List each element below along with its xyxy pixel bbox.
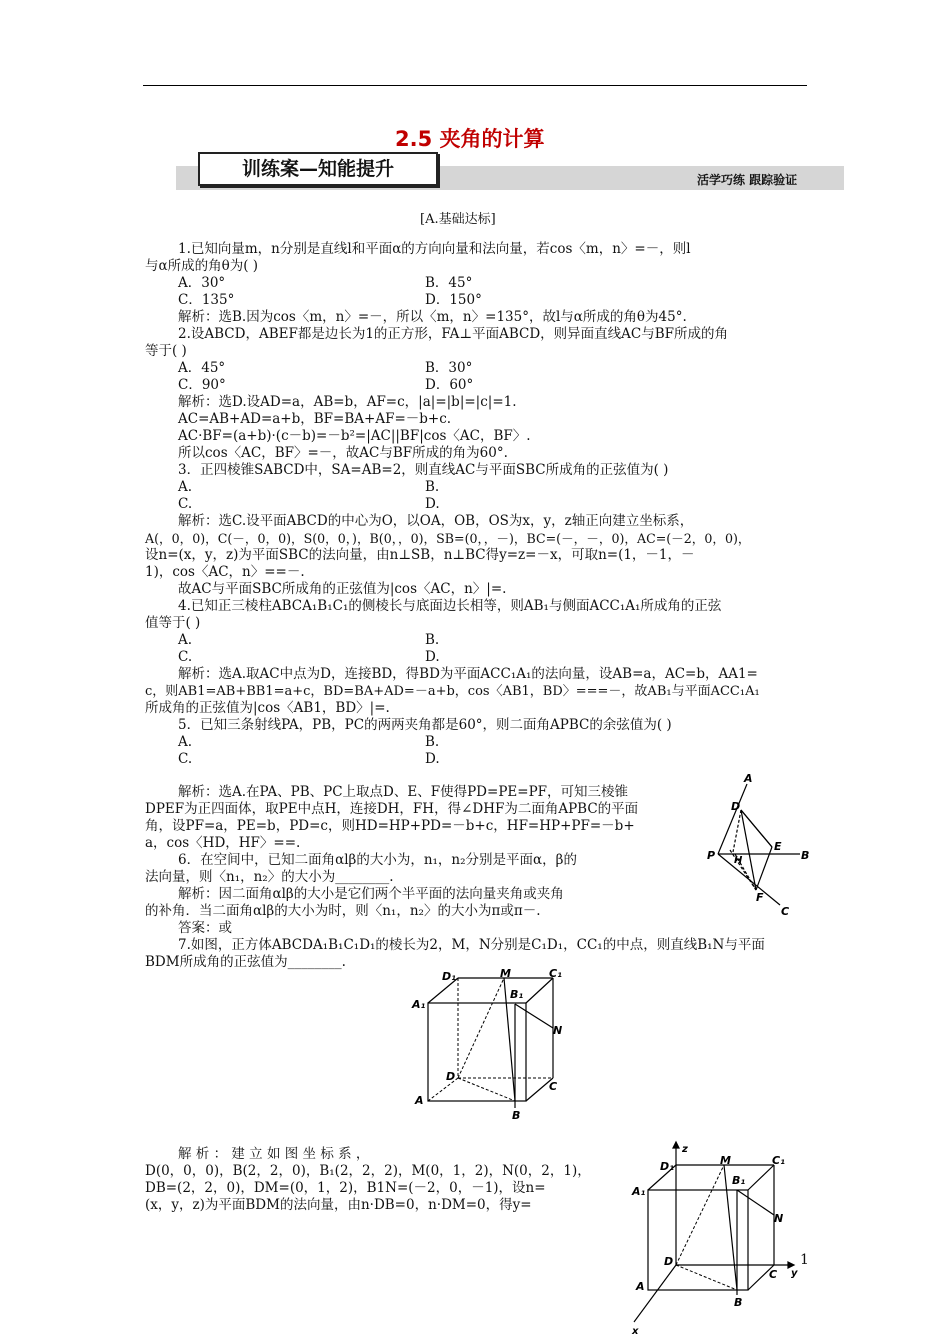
q2-solution-1: 解析：选D.设AD=a，AB=b，AF=c，|a|=|b|=|c|=1. [178, 394, 517, 410]
q5-solution-1: 解析：选A.在PA、PB、PC上取点D、E、F使得PD=PE=PF，可知三棱锥 [178, 784, 629, 800]
section-label: [A.基础达标] [420, 212, 496, 227]
q2-stem-cont: 等于( ) [145, 343, 187, 359]
q3-option-b: B. [425, 479, 440, 495]
q1-stem-cont: 与α所成的角θ为( ) [145, 258, 259, 274]
cube2-label-b: B [734, 1296, 743, 1309]
q1-option-c: C．135° [178, 292, 235, 308]
q4-solution-3: 所成角的正弦值为|cos〈AB1，BD〉|=. [145, 700, 390, 716]
q7-solution-1: 解 析 ： 建 立 如 图 坐 标 系 ， [178, 1146, 370, 1162]
page-number: 1 [800, 1252, 809, 1268]
cube2-label-d1: D₁ [660, 1160, 674, 1173]
q5-stem: 5．已知三条射线PA，PB，PC的两两夹角都是60°，则二面角APBC的余弦值为( ) [178, 717, 672, 733]
q4-option-b: B. [425, 632, 440, 648]
cube-label-d1: D₁ [442, 970, 456, 983]
q5-option-d: D. [425, 751, 440, 767]
q6-solution-1: 解析：因二面角αlβ的大小是它们两个半平面的法向量夹角或夹角 [178, 886, 564, 902]
cube-label-n: N [553, 1024, 563, 1037]
cube2-label-c: C [769, 1268, 778, 1281]
cube2-label-d: D [664, 1255, 674, 1268]
q3-solution-5: 故AC与平面SBC所成角的正弦值为|cos〈AC，n〉|=. [178, 581, 507, 597]
cube-coordinate-figure [626, 1140, 806, 1340]
cube2-label-a: A [636, 1280, 645, 1293]
q3-stem: 3．正四棱锥SABCD中，SA=AB=2，则直线AC与平面SBC所成角的正弦值为( ) [178, 462, 669, 478]
q4-option-d: D. [425, 649, 440, 665]
q1-solution: 解析：选B.因为cos〈m，n〉=－，所以〈m，n〉=135°，故l与α所成的角θ为45°. [178, 309, 687, 325]
cube2-label-n: N [774, 1212, 784, 1225]
header-rule [143, 85, 807, 86]
q3-option-c: C. [178, 496, 193, 512]
q2-solution-2: AC=AB+AD=a+b，BF=BA+AF=－b+c. [178, 411, 452, 427]
cube-label-c: C [549, 1080, 558, 1093]
cube-label-a1: A₁ [412, 998, 426, 1011]
cube-label-b: B [512, 1109, 521, 1122]
q2-option-b: B．30° [425, 360, 473, 376]
page-title: 2.5 夹角的计算 [395, 127, 545, 151]
cube-label-a: A [415, 1094, 424, 1107]
q2-option-c: C．90° [178, 377, 226, 393]
q1-option-a: A．30° [178, 275, 226, 291]
q6-solution-2: 的补角．当二面角αlβ的大小为时，则〈n₁，n₂〉的大小为π或π－. [145, 903, 541, 919]
q4-option-c: C. [178, 649, 193, 665]
tetra-label-p: P [707, 849, 716, 862]
q4-stem: 4.已知正三棱柱ABCA₁B₁C₁的侧棱长与底面边长相等，则AB₁与侧面ACC₁A₁所成角的正弦 [178, 598, 722, 614]
q7-solution-3: DB=(2，2，0)，DM=(0，1，2)，B1N=(－2，0，－1)，设n= [145, 1180, 546, 1196]
cube2-label-c1: C₁ [772, 1154, 785, 1167]
cube2-label-m: M [720, 1154, 731, 1167]
q7-stem-cont: BDM所成角的正弦值为________. [145, 954, 346, 970]
q6-stem-cont: 法向量，则〈n₁，n₂〉的大小为________. [145, 869, 394, 885]
cube-label-c1: C₁ [549, 968, 562, 980]
cube-label-d: D [446, 1070, 456, 1083]
q7-solution-2: D(0，0，0)，B(2，2，0)，B₁(2，2，2)，M(0，1，2)，N(0，2，1)， [145, 1163, 591, 1179]
q1-option-d: D．150° [425, 292, 482, 308]
q4-option-a: A. [178, 632, 193, 648]
q3-solution-2: A(，0，0)，C(－，0，0)，S(0，0，)，B(0，，0)，SB=(0，，－)，BC=(－，－，0)，AC=(－2，0，0)， [145, 531, 751, 546]
cube-figure [408, 968, 568, 1128]
q4-solution-2: c，则AB1=AB+BB1=a+c，BD=BA+AD=－a+b，cos〈AB1，BD〉===－，故AB₁与平面ACC₁A₁ [145, 684, 760, 699]
tetra-label-a: A [744, 772, 753, 785]
cube2-label-a1: A₁ [632, 1185, 646, 1198]
q4-solution-1: 解析：选A.取AC中点为D，连接BD，得BD为平面ACC₁A₁的法向量，设AB=a，AC=b，AA1= [178, 666, 758, 682]
tetra-label-e: E [774, 840, 782, 853]
q5-option-a: A. [178, 734, 193, 750]
q2-stem: 2.设ABCD，ABEF都是边长为1的正方形，FA⊥平面ABCD，则异面直线AC与BF所成的角 [178, 326, 729, 342]
q3-solution-1: 解析：选C.设平面ABCD的中心为O，以OA，OB，OS为x，y，z轴正向建立坐标系， [178, 513, 694, 529]
q3-solution-3: 设n=(x，y，z)为平面SBC的法向量，由n⊥SB，n⊥BC得y=z=－x，可取n=(1，－1，－ [145, 547, 695, 563]
banner-label: 训练案—知能提升 [198, 152, 438, 186]
tetra-label-c: C [781, 905, 790, 918]
q5-option-c: C. [178, 751, 193, 767]
q2-solution-3: AC·BF=(a+b)·(c－b)=－b²=|AC||BF|cos〈AC，BF〉. [178, 428, 531, 444]
banner-slogan: 活学巧练 跟踪验证 [697, 173, 798, 187]
cube2-label-b1: B₁ [732, 1174, 746, 1187]
q5-solution-2: DPEF为正四面体，取PE中点H，连接DH，FH，得∠DHF为二面角APBC的平面 [145, 801, 639, 817]
tetra-label-h: H [734, 855, 743, 866]
cube-label-b1: B₁ [510, 988, 524, 1001]
tetrahedron-figure [700, 772, 820, 922]
q5-solution-4: a，cos〈HD，HF〉==. [145, 835, 301, 851]
q4-stem-cont: 值等于( ) [145, 615, 201, 631]
tetra-label-d: D [731, 800, 741, 813]
q3-option-d: D. [425, 496, 440, 512]
q1-stem: 1.已知向量m，n分别是直线l和平面α的方向向量和法向量，若cos〈m，n〉=－，则l [178, 241, 691, 257]
q7-stem: 7.如图，正方体ABCDA₁B₁C₁D₁的棱长为2，M，N分别是C₁D₁，CC₁的中点，则直线B₁N与平面 [178, 937, 765, 953]
q3-solution-4: 1)，cos〈AC，n〉==－. [145, 564, 305, 580]
q1-option-b: B．45° [425, 275, 473, 291]
q5-option-b: B. [425, 734, 440, 750]
q6-stem: 6．在空间中，已知二面角αlβ的大小为，n₁，n₂分别是平面α，β的 [178, 852, 577, 868]
q2-solution-4: 所以cos〈AC，BF〉=－，故AC与BF所成的角为60°. [178, 445, 508, 461]
axis-label-z: z [682, 1144, 688, 1155]
cube-label-m: M [500, 968, 511, 980]
q5-solution-3: 角，设PF=a，PE=b，PD=c，则HD=HP+PD=－b+c，HF=HP+PF=－b+ [145, 818, 635, 834]
q2-option-a: A．45° [178, 360, 226, 376]
tetra-label-b: B [801, 849, 810, 862]
q2-option-d: D．60° [425, 377, 474, 393]
q7-solution-4: (x，y，z)为平面BDM的法向量，由n·DB=0，n·DM=0，得y= [145, 1197, 532, 1213]
axis-label-x: x [632, 1326, 639, 1337]
axis-label-y: y [791, 1268, 798, 1279]
q6-answer: 答案：或 [178, 920, 232, 936]
tetra-label-f: F [756, 891, 764, 904]
q3-option-a: A. [178, 479, 193, 495]
